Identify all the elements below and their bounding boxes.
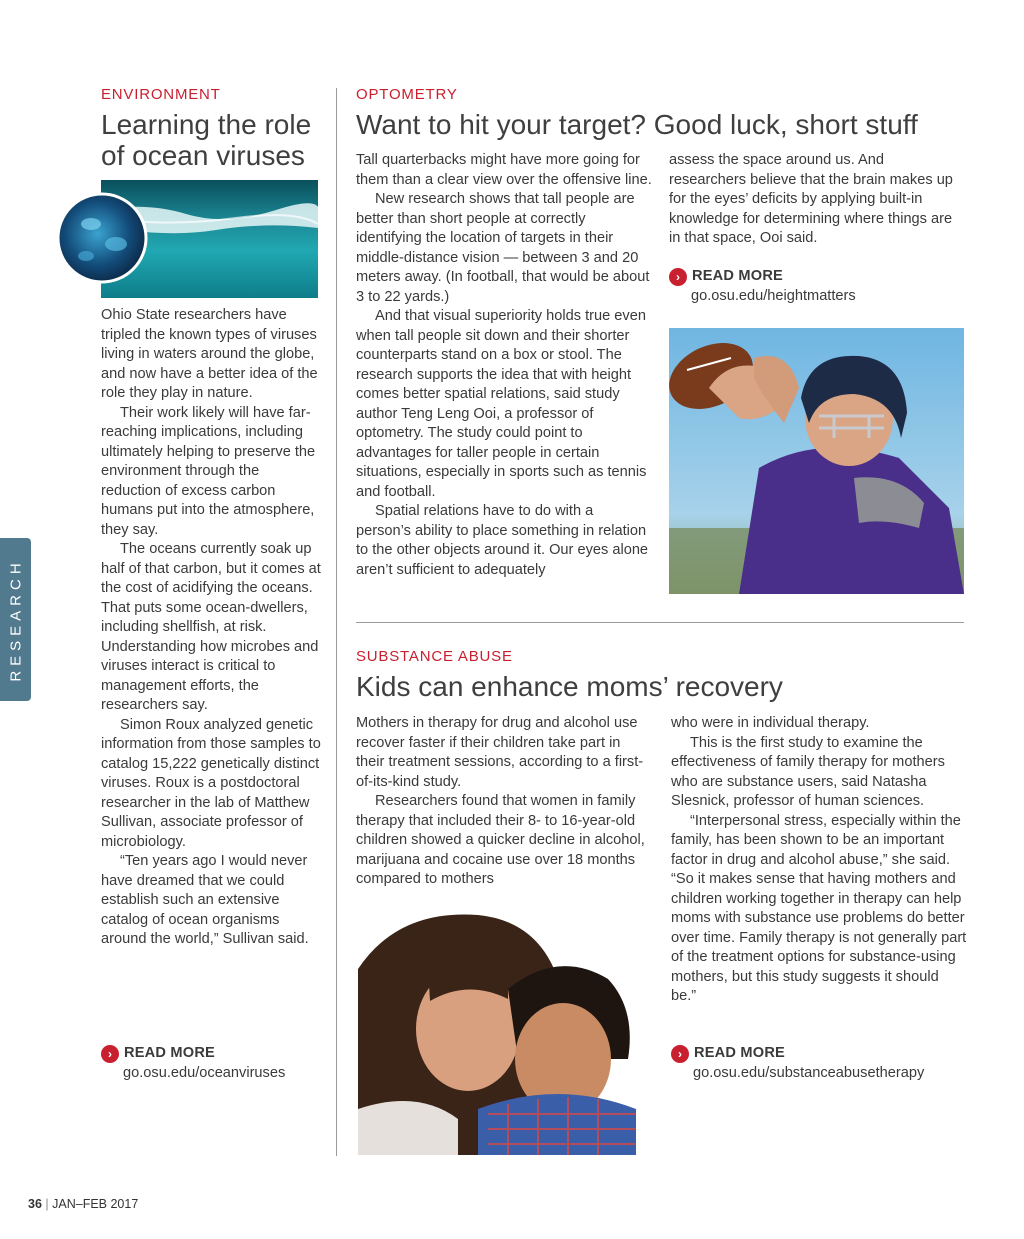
football-player-image — [669, 328, 964, 594]
substance-kicker: SUBSTANCE ABUSE — [356, 648, 513, 665]
read-more-label: READ MORE — [692, 268, 783, 284]
substance-paragraph: This is the first study to examine the effectiveness of family therapy for mothers who are substance users, said Natasha Slesnick, professor of human sciences. — [671, 734, 945, 809]
section-tab — [0, 538, 31, 701]
substance-headline: Kids can enhance moms’ recovery — [356, 671, 783, 702]
ocean-paragraph: Their work likely will have far-reaching implications, including ultimately helping to preserve the environment through the reduction of excess carbon humans put into the atmosphere, they say. — [101, 404, 316, 538]
issue-date: JAN–FEB 2017 — [52, 1197, 139, 1211]
substance-read-more[interactable] — [671, 1044, 924, 1083]
chevron-right-icon: › — [101, 1045, 119, 1063]
optometry-header — [356, 86, 966, 140]
ocean-headline-line1: Learning the role — [101, 109, 312, 140]
substance-col1 — [356, 714, 652, 890]
column-divider — [336, 88, 337, 1156]
optometry-headline: Want to hit your target? Good luck, short stuff — [356, 109, 918, 140]
ocean-paragraph: “Ten years ago I would never have dreamed that we could establish such an extensive catalog of ocean organisms around the world,” Sullivan said. — [101, 853, 309, 947]
mother-child-image — [358, 909, 636, 1155]
page-footer — [28, 1197, 138, 1211]
optometry-paragraph: New research shows that tall people are better than short people at correctly identifying the location of targets in their middle-distance vision — between 3 and 20 meters away. (In football, that would be about 3 to 22 yards.) — [356, 191, 650, 305]
substance-paragraph: who were in individual therapy. — [671, 715, 870, 731]
ocean-paragraph: Ohio State researchers have tripled the known types of viruses living in waters around the globe, and now have a better idea of the role they play in nature. — [101, 307, 318, 401]
read-more-link[interactable]: go.osu.edu/oceanviruses — [123, 1064, 286, 1081]
ocean-read-more[interactable] — [101, 1044, 285, 1083]
optometry-paragraph: assess the space around us. And researchers believe that the brain makes up for the eyes’ deficits by applying built-in knowledge for determining where things are in that space, Ooi said. — [669, 152, 953, 246]
ocean-paragraph: Simon Roux analyzed genetic information from those samples to catalog 15,222 genetically distinct viruses. Roux is a postdoctoral researcher in the lab of Matthew Sullivan, associate professor of microbiology. — [101, 716, 321, 850]
ocean-image — [56, 180, 318, 298]
substance-paragraph: “Interpersonal stress, especially within the family, has been shown to be an important factor in drug and alcohol abuse,” she said. “So it makes sense that having mothers and children working together in therapy can help moms with substance use problems do better over time. Family therapy is not generally part of the treatment options for substance-using mothers, but this study suggests it should be.” — [671, 812, 967, 1004]
footer-separator: | — [45, 1197, 49, 1211]
ocean-kicker: ENVIRONMENT — [101, 86, 221, 103]
ocean-article — [101, 86, 321, 172]
optometry-col2 — [669, 151, 965, 249]
optometry-col1 — [356, 151, 652, 580]
ocean-headline-line2: of ocean viruses — [101, 140, 305, 172]
substance-paragraph: Mothers in therapy for drug and alcohol use recover faster if their children take part in their treatment sessions, according to a first-of-its-kind study. — [356, 715, 644, 790]
ocean-body — [101, 306, 323, 950]
optometry-paragraph: And that visual superiority holds true even when tall people sit down and their shorter counterparts stand on a box or stool. The research supports the idea that with height comes better spatial relations, said study author Teng Leng Ooi, a professor of optometry. The study could point to advantages for taller people in certain situations, especially in sports such as tennis and football. — [356, 308, 647, 500]
article-divider — [356, 622, 964, 623]
read-more-label: READ MORE — [124, 1045, 215, 1061]
optometry-kicker: OPTOMETRY — [356, 86, 458, 103]
optometry-read-more[interactable] — [669, 267, 856, 306]
substance-header — [356, 648, 966, 702]
optometry-paragraph: Tall quarterbacks might have more going for them than a clear view over the offensive line. — [356, 152, 652, 188]
substance-paragraph: Researchers found that women in family therapy that included their 8- to 16-year-old children showed a quicker decline in alcohol, marijuana and cocaine use over 18 months compared to mothers — [356, 793, 645, 887]
read-more-link[interactable]: go.osu.edu/heightmatters — [691, 287, 856, 304]
read-more-label: READ MORE — [694, 1045, 785, 1061]
substance-col2 — [671, 714, 967, 1007]
page-number: 36 — [28, 1197, 42, 1211]
chevron-right-icon: › — [671, 1045, 689, 1063]
chevron-right-icon: › — [669, 268, 687, 286]
optometry-paragraph: Spatial relations have to do with a person’s ability to place something in relation to the other objects around it. Our eyes alone aren’t sufficient to adequately — [356, 503, 649, 578]
section-tab-label: RESEARCH — [7, 557, 24, 682]
ocean-paragraph: The oceans currently soak up half of that carbon, but it comes at the cost of acidifying the oceans. That puts some ocean-dwellers, including shellfish, at risk. Understanding how microbes and viruses interact is critical to management efforts, the researchers say. — [101, 541, 321, 713]
ocean-headline — [101, 109, 321, 172]
read-more-link[interactable]: go.osu.edu/substanceabusetherapy — [693, 1064, 925, 1081]
